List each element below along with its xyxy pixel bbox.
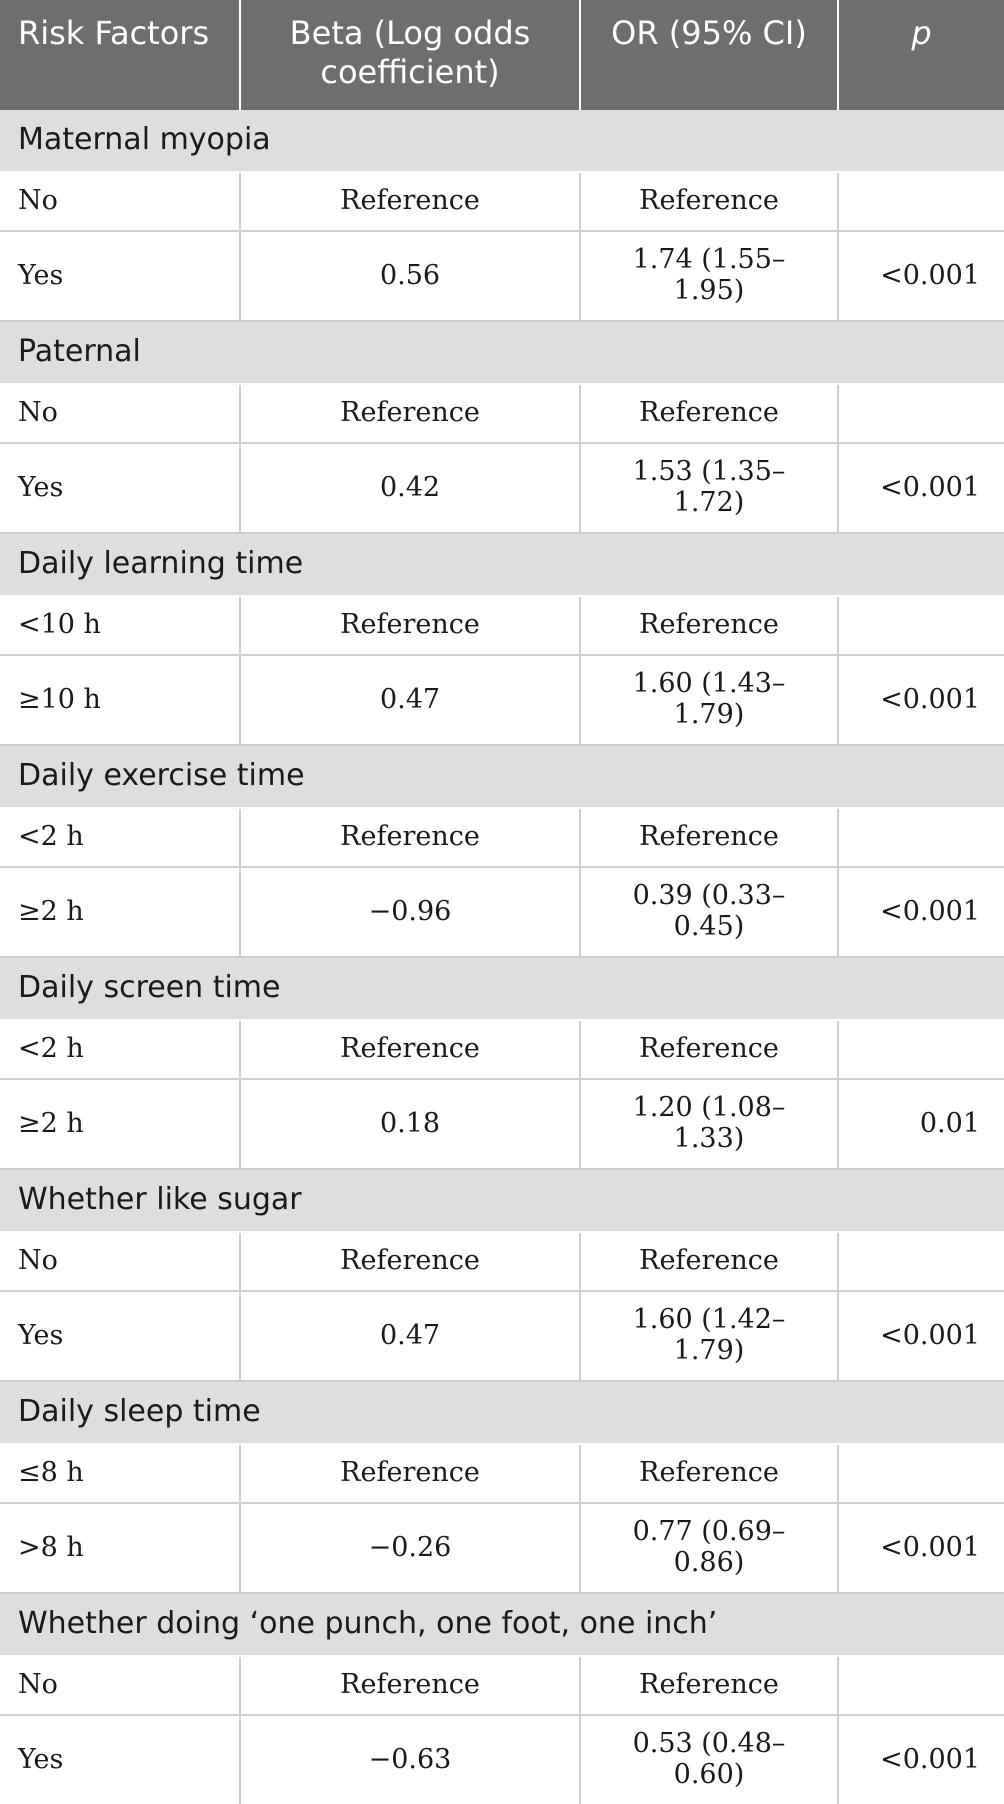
column-header-beta: Beta (Log odds coefficient) (240, 0, 580, 110)
cell-p: <0.001 (838, 655, 1004, 745)
cell-beta: Reference (240, 808, 580, 867)
table-group-row (0, 745, 1004, 808)
table-body (0, 110, 1004, 1804)
cell-or-ci: Reference (580, 1232, 838, 1291)
table-group-row (0, 1381, 1004, 1444)
table-row (0, 867, 1004, 957)
table-row (0, 384, 1004, 443)
cell-beta: 0.42 (240, 443, 580, 533)
cell-beta: Reference (240, 1444, 580, 1503)
cell-beta: 0.47 (240, 655, 580, 745)
cell-or-ci: 1.74 (1.55–1.95) (580, 231, 838, 321)
table-row (0, 1232, 1004, 1291)
cell-p: <0.001 (838, 1503, 1004, 1593)
table-row (0, 655, 1004, 745)
cell-or-ci: Reference (580, 1656, 838, 1715)
cell-beta: Reference (240, 1232, 580, 1291)
cell-or-ci: 0.77 (0.69–0.86) (580, 1503, 838, 1593)
cell-p: <0.001 (838, 231, 1004, 321)
table-row (0, 1079, 1004, 1169)
cell-category: <2 h (0, 808, 240, 867)
cell-p: 0.01 (838, 1079, 1004, 1169)
cell-p: <0.001 (838, 1715, 1004, 1804)
cell-beta: 0.47 (240, 1291, 580, 1381)
cell-p (838, 1444, 1004, 1503)
cell-category: ≤8 h (0, 1444, 240, 1503)
group-label: Daily sleep time (0, 1381, 1004, 1444)
table-row (0, 1715, 1004, 1804)
cell-category: ≥10 h (0, 655, 240, 745)
table-group-row (0, 1169, 1004, 1232)
cell-or-ci: 1.60 (1.43–1.79) (580, 655, 838, 745)
cell-beta: Reference (240, 172, 580, 231)
cell-or-ci: 1.60 (1.42–1.79) (580, 1291, 838, 1381)
cell-beta: −0.63 (240, 1715, 580, 1804)
table-group-row (0, 1593, 1004, 1656)
table-group-row (0, 321, 1004, 384)
table-row (0, 1020, 1004, 1079)
cell-beta: 0.56 (240, 231, 580, 321)
cell-category: <2 h (0, 1020, 240, 1079)
column-header-or-ci: OR (95% CI) (580, 0, 838, 110)
cell-p (838, 596, 1004, 655)
cell-or-ci: Reference (580, 1020, 838, 1079)
table-row (0, 231, 1004, 321)
table-row (0, 596, 1004, 655)
column-header-risk-factors: Risk Factors (0, 0, 240, 110)
cell-p (838, 1232, 1004, 1291)
cell-beta: 0.18 (240, 1079, 580, 1169)
cell-category: ≥2 h (0, 1079, 240, 1169)
cell-category: Yes (0, 443, 240, 533)
cell-p: <0.001 (838, 867, 1004, 957)
table-row (0, 808, 1004, 867)
group-label: Daily exercise time (0, 745, 1004, 808)
cell-or-ci: 1.53 (1.35–1.72) (580, 443, 838, 533)
group-label: Whether like sugar (0, 1169, 1004, 1232)
cell-p: <0.001 (838, 443, 1004, 533)
table-row (0, 1291, 1004, 1381)
cell-category: No (0, 1232, 240, 1291)
table-group-row (0, 110, 1004, 172)
group-label: Paternal (0, 321, 1004, 384)
table-row (0, 1503, 1004, 1593)
cell-category: No (0, 384, 240, 443)
group-label: Daily learning time (0, 533, 1004, 596)
cell-p (838, 808, 1004, 867)
cell-category: No (0, 1656, 240, 1715)
cell-p (838, 1020, 1004, 1079)
cell-beta: −0.26 (240, 1503, 580, 1593)
cell-or-ci: Reference (580, 172, 838, 231)
cell-beta: Reference (240, 384, 580, 443)
cell-p (838, 384, 1004, 443)
cell-p (838, 1656, 1004, 1715)
header-row (0, 0, 1004, 110)
cell-category: Yes (0, 1715, 240, 1804)
group-label: Maternal myopia (0, 110, 1004, 172)
cell-category: <10 h (0, 596, 240, 655)
cell-or-ci: Reference (580, 1444, 838, 1503)
cell-or-ci: Reference (580, 596, 838, 655)
group-label: Daily screen time (0, 957, 1004, 1020)
table-group-row (0, 957, 1004, 1020)
cell-category: No (0, 172, 240, 231)
cell-p: <0.001 (838, 1291, 1004, 1381)
column-header-p: p (838, 0, 1004, 110)
cell-category: ≥2 h (0, 867, 240, 957)
cell-or-ci: 0.53 (0.48–0.60) (580, 1715, 838, 1804)
cell-beta: Reference (240, 596, 580, 655)
cell-p (838, 172, 1004, 231)
table-row (0, 1444, 1004, 1503)
cell-or-ci: 1.20 (1.08–1.33) (580, 1079, 838, 1169)
cell-or-ci: 0.39 (0.33–0.45) (580, 867, 838, 957)
cell-or-ci: Reference (580, 808, 838, 867)
cell-beta: Reference (240, 1656, 580, 1715)
table-group-row (0, 533, 1004, 596)
cell-beta: −0.96 (240, 867, 580, 957)
table-row (0, 1656, 1004, 1715)
table-header (0, 0, 1004, 110)
cell-category: Yes (0, 1291, 240, 1381)
cell-category: >8 h (0, 1503, 240, 1593)
table-row (0, 172, 1004, 231)
table-row (0, 443, 1004, 533)
cell-beta: Reference (240, 1020, 580, 1079)
cell-or-ci: Reference (580, 384, 838, 443)
group-label: Whether doing ‘one punch, one foot, one inch’ (0, 1593, 1004, 1656)
cell-category: Yes (0, 231, 240, 321)
